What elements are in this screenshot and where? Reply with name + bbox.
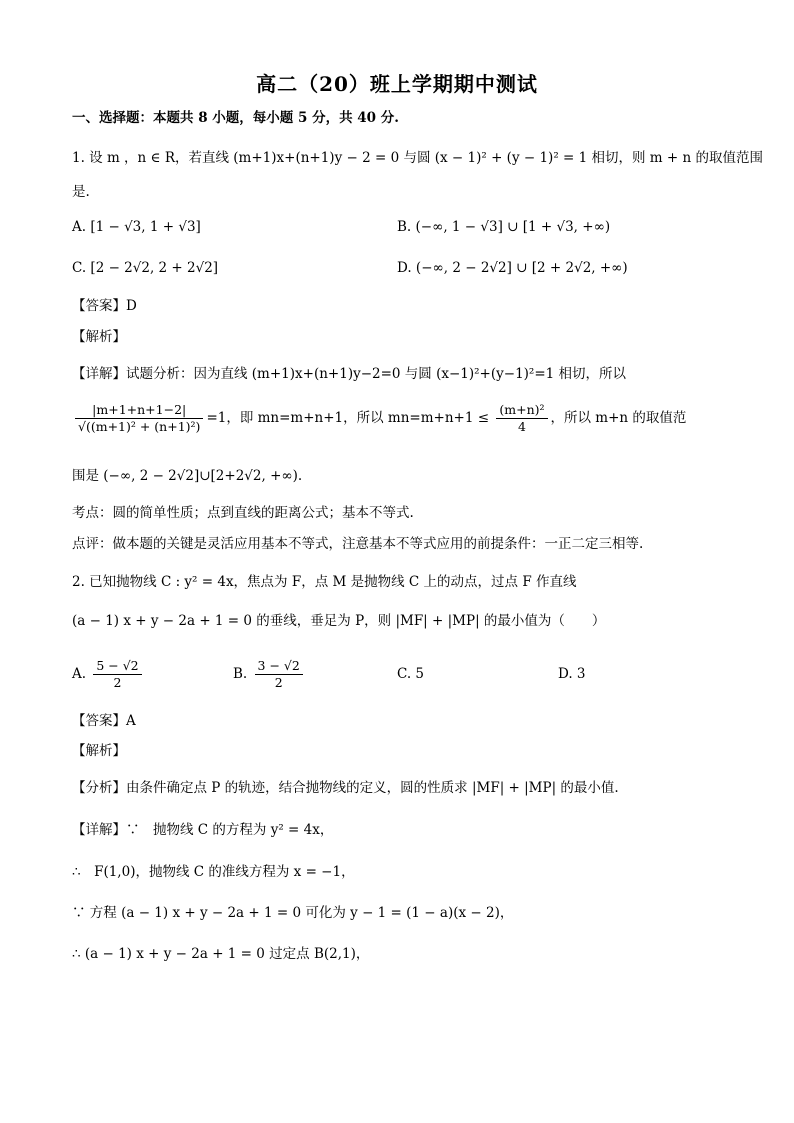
q2-stem-2: (a − 1) x + y − 2a + 1 = 0 的垂线，垂足为 P，则 |MF| + |MP| 的最小值为（ ） <box>72 613 606 629</box>
q2-answer: 【答案】A <box>72 713 136 729</box>
q1-fraction2-denominator: 4 <box>517 419 526 434</box>
q1-detail-2: =1，即 mn=m+n+1，所以 mn=m+n+1 ≤ <box>206 410 490 426</box>
q1-stem-cont: 是. <box>72 184 90 200</box>
q1-kaodian: 考点：圆的简单性质；点到直线的距离公式；基本不等式. <box>72 505 414 521</box>
q1-answer: 【答案】D <box>72 298 137 314</box>
q2-option-a-fraction <box>93 658 141 691</box>
section-heading: 一、选择题：本题共 8 小题，每小题 5 分，共 40 分. <box>72 110 399 126</box>
q2-option-a-denominator: 2 <box>113 675 122 690</box>
q1-stem: 1. 设 m ，n ∈ R，若直线 (m+1)x+(n+1)y − 2 = 0 与圆 (x − 1)² + (y − 1)² = 1 相切，则 m + n 的取值范围 <box>72 150 763 166</box>
q2-option-b <box>233 656 306 692</box>
q2-step-3: ∵ 方程 (a − 1) x + y − 2a + 1 = 0 可化为 y − 1 = (1 − a)(x − 2)， <box>72 905 514 921</box>
page-title: 高二（20）班上学期期中测试 <box>256 72 538 96</box>
q1-analysis-label: 【解析】 <box>72 329 126 345</box>
q2-step-4: ∴ (a − 1) x + y − 2a + 1 = 0 过定点 B(2,1)， <box>72 946 370 962</box>
q1-detail-formula <box>72 398 686 438</box>
q1-option-b: B. (−∞, 1 − √3] ∪ [1 + √3, +∞) <box>397 219 611 235</box>
q2-fenxi: 【分析】由条件确定点 P 的轨迹，结合抛物线的定义，圆的性质求 |MF| + |MP| 的最小值. <box>72 780 619 796</box>
q2-option-d: D. 3 <box>558 666 586 682</box>
q2-option-b-denominator: 2 <box>274 675 283 690</box>
q2-option-a <box>72 656 145 692</box>
q1-option-c: C. [2 − 2√2, 2 + 2√2] <box>72 260 219 276</box>
q2-analysis-label: 【解析】 <box>72 743 126 759</box>
q1-option-d: D. (−∞, 2 − 2√2] ∪ [2 + 2√2, +∞) <box>397 260 628 276</box>
q2-step-1: 【详解】∵ 抛物线 C 的方程为 y² = 4x， <box>72 822 334 838</box>
q2-stem: 2. 已知抛物线 C : y² = 4x，焦点为 F，点 M 是抛物线 C 上的动点，过点 F 作直线 <box>72 574 577 590</box>
q1-fraction-numerator: |m+1+n+1−2| <box>75 402 203 419</box>
q2-step-2: ∴ F(1,0)，抛物线 C 的准线方程为 x = −1， <box>72 864 355 880</box>
q1-option-a: A. [1 − √3, 1 + √3] <box>72 219 201 235</box>
q2-option-b-numerator: 3 − √2 <box>255 658 303 675</box>
q1-dianping: 点评：做本题的关键是灵活应用基本不等式，注意基本不等式应用的前提条件：一正二定三相等. <box>72 536 644 552</box>
q2-option-c: C. 5 <box>397 666 425 682</box>
q2-option-a-numerator: 5 − √2 <box>93 658 141 675</box>
q1-range: 围是 (−∞, 2 − 2√2]∪[2+2√2, +∞). <box>72 468 303 484</box>
q1-fraction2-numerator: (m+n)² <box>496 402 547 419</box>
q2-option-a-label: A. <box>72 666 87 682</box>
q1-inequality-fraction <box>496 402 547 435</box>
q2-option-b-fraction <box>255 658 303 691</box>
q1-distance-fraction <box>75 402 203 435</box>
q2-option-b-label: B. <box>233 666 248 682</box>
q1-detail: 【详解】试题分析：因为直线 (m+1)x+(n+1)y−2=0 与圆 (x−1)²+(y−1)²=1 相切，所以 <box>72 366 627 382</box>
q1-fraction-denominator: √((m+1)² + (n+1)²) <box>78 419 201 434</box>
q1-detail-3: ，所以 m+n 的取值范 <box>550 410 687 426</box>
